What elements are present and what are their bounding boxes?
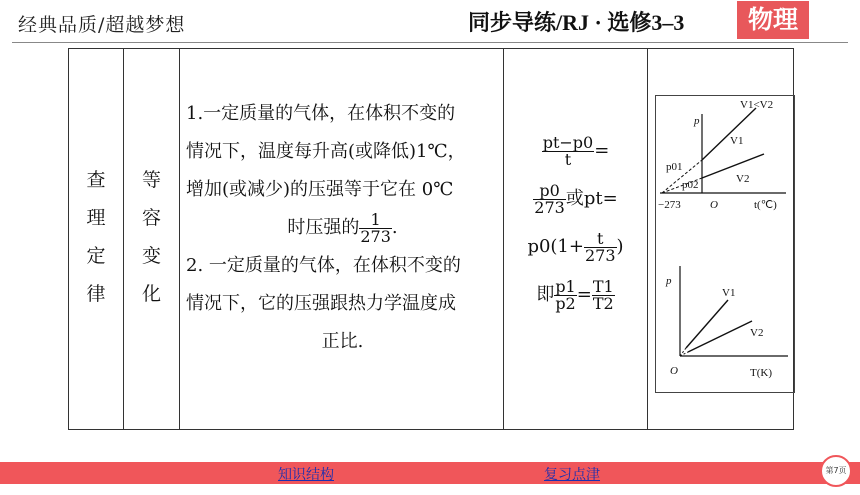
g1-v1-line <box>702 108 756 160</box>
g2-x-label: T(K) <box>750 367 772 379</box>
formula-row-1: $\frac{pt-p0}{t}$ = <box>542 132 610 169</box>
header-divider <box>12 42 848 43</box>
law-line-with-fraction: 时压强的 $\frac{1}{273}$ . <box>287 209 398 246</box>
law-name-cell <box>69 49 124 429</box>
graph-box <box>655 95 795 393</box>
g2-v1-label: V1 <box>722 287 736 299</box>
law-line: 增加(或减少)的压强等于它在 0℃ <box>186 179 454 200</box>
g1-x-label: t(℃) <box>754 199 777 211</box>
formula-fraction: $\frac{T1}{T2}$ <box>592 276 614 313</box>
formula-row-4: 即 $\frac{p1}{p2}$ = $\frac{T1}{T2}$ <box>536 276 614 313</box>
g1-v2-label: V2 <box>736 173 750 185</box>
page-indicator: 第7页 <box>820 455 852 487</box>
header-right-title: 同步导练/RJ · 选修3–3 <box>468 10 685 35</box>
law-name-char: 查 <box>86 169 106 191</box>
g2-origin-label: O <box>670 365 678 377</box>
law-line: 时压强的 <box>287 217 360 238</box>
g2-v2-line <box>688 321 752 352</box>
formula-row-3: p0(1+ $\frac{t}{273}$ ) <box>527 228 624 265</box>
law-line: 1.一定质量的气体，在体积不变的 <box>186 103 456 124</box>
review-tips-link[interactable]: 复习点津 <box>544 467 600 483</box>
graph-cell <box>648 49 795 429</box>
formula-row-2: $\frac{p0}{273}$ 或 pt= <box>534 180 618 217</box>
g1-v2-line <box>702 154 764 178</box>
law-line: 情况下，温度每升高(或降低)1℃， <box>186 141 466 162</box>
formula-fraction: $\frac{p1}{p2}$ <box>555 276 576 313</box>
law-table <box>68 48 794 430</box>
law-name-char: 律 <box>86 283 106 305</box>
process-cell <box>124 49 180 429</box>
g2-p-label: p <box>666 275 672 287</box>
g1-title: V1<V2 <box>740 99 774 111</box>
process-char: 等 <box>141 169 161 191</box>
law-statement-cell <box>180 49 504 429</box>
formula-fraction: $\frac{p0}{273}$ <box>534 180 565 217</box>
g1-p01-label: p01 <box>666 161 683 173</box>
footer-bar <box>0 462 860 484</box>
law-name-char: 定 <box>86 245 106 267</box>
g2-v1-dash <box>680 348 686 356</box>
g2-v2-label: V2 <box>750 327 764 339</box>
formula-cell <box>504 49 648 429</box>
formula-fraction: $\frac{pt-p0}{t}$ <box>542 132 594 169</box>
header-left-title: 经典品质/超越梦想 <box>18 14 186 36</box>
law-line: 正比. <box>321 331 364 352</box>
process-char: 化 <box>141 283 161 305</box>
knowledge-structure-link[interactable]: 知识结构 <box>278 467 334 483</box>
process-char: 变 <box>141 245 161 267</box>
g1-v1-label: V1 <box>730 135 744 147</box>
subject-badge: 物理 <box>737 1 809 39</box>
fraction-1-273: $\frac{1}{273}$ <box>360 209 391 246</box>
formula-fraction: $\frac{t}{273}$ <box>584 228 616 265</box>
graphs-svg <box>656 96 794 392</box>
law-name-char: 理 <box>86 207 106 229</box>
g1-p-label: p <box>694 115 700 127</box>
g1-p02-label: p02 <box>682 179 699 191</box>
process-char: 容 <box>141 207 161 229</box>
law-line: 情况下，它的压强跟热力学温度成 <box>186 293 456 314</box>
g2-v1-line <box>686 300 728 348</box>
law-line: 2. 一定质量的气体，在体积不变的 <box>186 255 461 276</box>
g1-neg273-label: −273 <box>658 199 681 211</box>
g1-origin-label: O <box>710 199 718 211</box>
